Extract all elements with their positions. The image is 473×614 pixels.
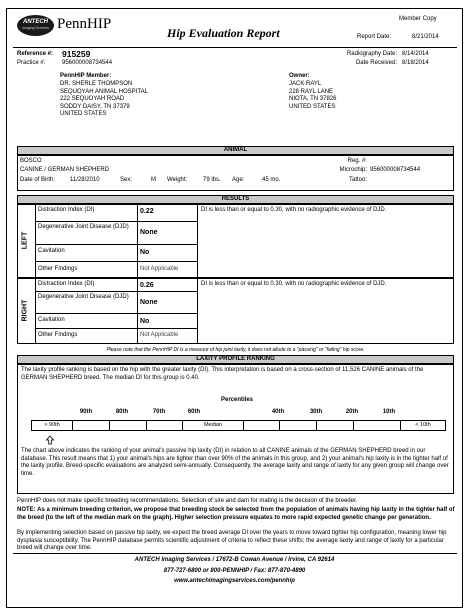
results-section-header: RESULTS (17, 195, 454, 204)
percentile-cell (110, 421, 147, 430)
member-line: 222 SEQUOYAH ROAD (60, 96, 125, 102)
tick-label: 70th (152, 409, 166, 415)
tick-label: 40th (271, 409, 285, 415)
tick-label: 30th (309, 409, 323, 415)
owner-label: Owner: (289, 73, 310, 79)
reference-number: 915259 (62, 49, 91, 59)
footer-paragraph-2: NOTE: As a minimum breeding criterion, we propose that breeding stock be selected from the population of animals having hip laxity in the tighter half of the breed (to the left of the median mark on the graph). Higher selection pressure equates to more rapid expected genetic change per generation. (17, 507, 455, 521)
owner-address (289, 81, 336, 111)
footer-divider (13, 553, 457, 554)
right-di-label: Distraction Index (DI) (38, 281, 95, 287)
age-value: 45 mo. (262, 177, 281, 183)
antech-logo: ANTECH Imaging Services (17, 15, 54, 36)
radiography-date-label: Radiography Date: (346, 51, 397, 57)
tick-label: 90th (79, 409, 93, 415)
right-cavitation-value: No (140, 318, 150, 325)
member-label: PennHIP Member: (60, 73, 112, 79)
sex-label: Sex: (120, 177, 133, 183)
laxity-intro: The laxity profile ranking is based on the hip with the greater laxity (DI). This interpretation is based on a cross-section of 11,526 CANINE animals of the GERMAN SHEPHERD breed. The median DI for this group is 0.40. (21, 367, 424, 381)
owner-line: UNITED STATES (289, 103, 336, 110)
left-comment: DI is less than or equal to 0.30, with no radiographic evidence of DJD. (201, 207, 387, 213)
pennhip-brand: PennHIP (57, 16, 112, 32)
contact-address: ANTECH Imaging Services / 17672-B Cowan Avenue / Irvine, CA 92614 (134, 557, 335, 563)
percentile-cell (147, 421, 183, 430)
owner-line: 228 RAYL LANE (289, 88, 334, 95)
contact-phone: 877-727-6800 or 800-PENNHIP / Fax: 877-870-4890 (163, 568, 306, 574)
percentile-cell (280, 421, 317, 430)
report-date: 8/21/2014 (412, 34, 439, 40)
contact-website[interactable]: www.antechimagingservices.com/pennhip (174, 578, 295, 584)
radiography-date: 8/14/2014 (402, 51, 429, 57)
percentile-cell (243, 421, 280, 430)
tick-label: 80th (115, 409, 129, 415)
left-di-label: Distraction Index (DI) (38, 207, 95, 213)
percentile-bar (31, 420, 446, 431)
footer-paragraph-3: By implementing selection based on passive hip laxity, we expect the breed average DI over the years to move toward tighter hip configuration, meaning lower hip dysplasia susceptibility. The PennHIP database permits scientific adjustment of criteria to reflect these shifts; the average laxity and range of laxity for a particular breed will change over time. (17, 530, 447, 551)
right-other-value: Not Applicable (140, 332, 179, 338)
right-djd-value: None (140, 299, 158, 306)
weight-value: 79 lbs. (203, 177, 221, 183)
left-djd-value: None (140, 229, 158, 236)
results-note: Please note that the PennHIP DI is a measure of hip joint laxity, it does not allude to a "passing" or "failing" hip score. (106, 347, 365, 353)
tick-label: 60th (187, 409, 201, 415)
member-line: UNITED STATES (60, 111, 107, 117)
tattoo-label: Tattoo: (348, 177, 367, 183)
weight-label: Weight: (167, 177, 188, 183)
laxity-section-header: LAXITY PROFILE RANKING (17, 355, 454, 364)
right-side-label: RIGHT (21, 299, 29, 322)
percentile-median-cell: Median (203, 422, 223, 428)
age-label: Age: (232, 177, 245, 183)
percentile-cell (354, 421, 401, 430)
tick-label: 20th (345, 409, 359, 415)
animal-breed: CANINE / GERMAN SHEPHERD (20, 167, 110, 173)
owner-line: JACK RAYL (289, 81, 322, 87)
right-comment: DI is less than or equal to 0.30, with no radiographic evidence of DJD. (201, 281, 387, 287)
report-title: Hip Evaluation Report (167, 26, 280, 40)
animal-name: BOSCO (20, 158, 42, 164)
left-other-value: Not Applicable (140, 266, 179, 272)
right-other-label: Other Findings (38, 332, 78, 338)
date-received-label: Date Received: (355, 60, 397, 66)
percentile-cell (73, 421, 110, 430)
right-cavitation-label: Cavitation (38, 317, 65, 323)
tick-label: 10th (382, 409, 396, 415)
left-di-value: 0.22 (140, 208, 154, 215)
percentile-cell: > 90th (32, 421, 73, 430)
laxity-explanation: The chart above indicates the ranking of your animal's passive hip laxity (DI) in relation to all CANINE animals of the GERMAN SHEPHERD breed in our database. This result means that 1) your animal's hips are tighter than over 90% of the animals in this group, and 2) your animal's hip laxity is in the tighter half of the laxity profile. Breed-specific evaluations are analyzed semi-annually. Consequently, the average laxity and range of laxity for any given group will change over time. (21, 448, 449, 477)
animal-section-header: ANIMAL (17, 146, 454, 155)
report-page (6, 8, 463, 608)
left-other-label: Other Findings (38, 266, 78, 272)
footer-paragraph-1: PennHIP does not make specific breeding recommendations. Selection of sire and dam for mating is the decision of the breeder. (17, 498, 358, 504)
member-address (60, 81, 148, 119)
right-di-value: 0.26 (140, 282, 154, 289)
date-received: 8/18/2014 (402, 60, 429, 66)
header-divider (13, 47, 457, 48)
practice-label: Practice #: (17, 60, 46, 66)
member-line: SEQUOYAH ANIMAL HOSPITAL (60, 88, 148, 95)
practice-number: 956000008734544 (62, 60, 113, 66)
reference-label: Reference #: (17, 51, 54, 57)
left-side-label: LEFT (21, 231, 29, 250)
arrow-up-icon (45, 432, 55, 442)
percentiles-label: Percentiles (220, 397, 254, 403)
copy-type: Member Copy (399, 16, 437, 22)
left-cavitation-value: No (140, 249, 150, 256)
left-djd-label: Degenerative Joint Disease (DJD) (38, 224, 129, 230)
member-line: DR. SHERLE THOMPSON (60, 81, 133, 87)
dob-label: Date of Birth: (20, 177, 56, 183)
microchip-label: Microchip: (339, 167, 367, 173)
microchip-value: 956000008734544 (370, 167, 421, 173)
owner-line: NIOTA, TN 37826 (289, 96, 337, 102)
reg-label: Reg. #: (347, 158, 367, 164)
percentile-cell (317, 421, 354, 430)
left-cavitation-label: Cavitation (38, 248, 65, 254)
member-line: SODDY DAISY, TN 37379 (60, 103, 130, 110)
right-djd-label: Degenerative Joint Disease (DJD) (38, 294, 129, 300)
percentile-cell: < 10th (415, 422, 431, 428)
dob-value: 11/28/2010 (70, 177, 100, 183)
left-results-box (17, 204, 454, 278)
sex-value: M (151, 177, 156, 183)
report-date-label: Report Date: (357, 34, 392, 40)
